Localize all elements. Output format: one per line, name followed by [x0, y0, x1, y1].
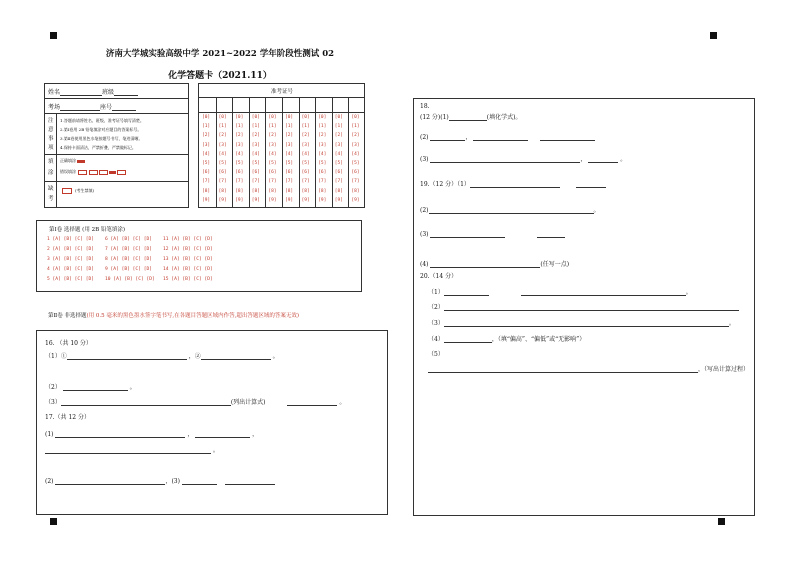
exam-id-divider — [249, 97, 250, 208]
exam-id-bubble[interactable]: [1] — [334, 124, 343, 130]
exam-id-bubble[interactable]: [3] — [334, 142, 343, 148]
exam-id-divider — [265, 97, 266, 208]
exam-id-bubble[interactable]: [0] — [301, 115, 310, 120]
q16-title: 16. （共 10 分） — [45, 340, 92, 347]
choice-item[interactable]: 14 [A] [B] [C] [D] — [163, 267, 213, 272]
exam-id-bubble[interactable]: [4] — [351, 151, 360, 157]
exam-id-bubble[interactable]: [4] — [285, 151, 294, 157]
answer-area-18-20[interactable]: 18. (12 分)(1) (填化学式)。 (2) ， (3) ， 。 19.（12 分）（1） (2) 。 (3) (4) (任写一点) 20.（14 分） （1） 。 （2） （3） 。 （4） ，（填“偏高”、“偏低”或“无影响”） （5） ，（写出计算过程） — [413, 98, 755, 516]
exam-id-bubble[interactable]: [0] — [268, 115, 277, 120]
exam-id-bubble[interactable]: [9] — [318, 197, 327, 203]
exam-id-bubble[interactable]: [6] — [318, 170, 327, 176]
exam-id-bubble[interactable]: [8] — [268, 188, 277, 194]
exam-id-bubble[interactable]: [6] — [268, 170, 277, 176]
exam-id-bubble[interactable]: [2] — [251, 133, 260, 139]
wrong-fill-example: 错误填涂 — [60, 169, 126, 175]
exam-id-bubble[interactable]: [9] — [251, 197, 260, 203]
exam-id-bubble[interactable]: [3] — [202, 142, 211, 148]
exam-id-bubble[interactable]: [5] — [301, 161, 310, 166]
exam-id-bubble[interactable]: [9] — [301, 197, 310, 203]
q20-5-label: （5） — [428, 351, 444, 358]
exam-id-divider — [232, 97, 233, 208]
exam-id-bubble[interactable]: [7] — [218, 179, 227, 185]
exam-id-bubble[interactable]: [0] — [251, 115, 260, 120]
q17-title: 17.（共 12 分） — [45, 414, 90, 421]
exam-id-bubble[interactable]: [5] — [235, 161, 244, 166]
exam-id-divider — [299, 97, 300, 208]
exam-id-bubble[interactable]: [7] — [235, 179, 244, 185]
name-label: 姓名 — [48, 89, 61, 96]
exam-id-bubble[interactable]: [5] — [251, 161, 260, 166]
exam-id-bubble[interactable]: [3] — [351, 142, 360, 148]
exam-id-bubble[interactable]: [3] — [301, 142, 310, 148]
exam-id-grid — [198, 83, 365, 208]
exam-id-bubble[interactable]: [0] — [285, 115, 294, 120]
exam-id-bubble[interactable]: [8] — [301, 188, 310, 194]
exam-id-bubble[interactable]: [5] — [202, 161, 211, 166]
choice-item[interactable]: 1 [A] [B] [C] [D] — [47, 237, 95, 242]
choice-item[interactable]: 6 [A] [B] [C] [D] — [105, 237, 153, 242]
section2-notice: (用 0.5 毫米的黑色墨水签字笔书写,在各题目答题区域内作答,超出答题区域的答案无效) — [86, 313, 300, 319]
notice-list: 1.答题前请将姓名、班级、准考证号填写清楚。 2.第Ⅰ卷用 2B 铅笔填涂对应题目的答案标号。 3.第Ⅱ卷使用黑色水笔按题号书写，笔迹清晰。 4.保持卡面清洁，严禁折叠，严禁做标记。 — [60, 118, 144, 150]
exam-id-bubble[interactable]: [0] — [235, 115, 244, 120]
choice-section — [36, 220, 362, 292]
q18-title: 18. — [420, 103, 430, 110]
exam-id-bubble[interactable]: [4] — [301, 151, 310, 157]
exam-id-bubble[interactable]: [6] — [251, 170, 260, 176]
exam-id-bubble[interactable]: [1] — [202, 124, 211, 130]
choice-item[interactable]: 4 [A] [B] [C] [D] — [47, 267, 95, 272]
exam-id-divider — [216, 97, 217, 208]
exam-id-bubble[interactable]: [6] — [334, 170, 343, 176]
exam-id-divider — [332, 97, 333, 208]
choice-item[interactable]: 7 [A] [B] [C] [D] — [105, 247, 153, 252]
exam-id-bubble[interactable]: [2] — [318, 133, 327, 139]
choice-item[interactable]: 13 [A] [B] [C] [D] — [163, 257, 213, 262]
room-label: 考场 — [48, 104, 61, 111]
exam-id-divider — [315, 97, 316, 208]
exam-id-bubble[interactable]: [0] — [218, 115, 227, 120]
class-label: 班级 — [102, 89, 115, 96]
notice-label: 注 意 事 项 — [48, 118, 54, 151]
exam-id-bubble[interactable]: [3] — [251, 142, 260, 148]
exam-id-bubble[interactable]: [2] — [218, 133, 227, 139]
corner-marker — [50, 32, 57, 39]
exam-id-bubble[interactable]: [7] — [301, 179, 310, 185]
exam-id-bubble[interactable]: [7] — [351, 179, 360, 185]
exam-id-bubble[interactable]: [8] — [318, 188, 327, 194]
exam-id-bubble[interactable]: [6] — [301, 170, 310, 176]
choice-item[interactable]: 10 [A] [B] [C] [D] — [105, 277, 155, 282]
exam-id-bubble[interactable]: [6] — [235, 170, 244, 176]
exam-id-bubble[interactable]: [7] — [251, 179, 260, 185]
corner-marker — [710, 32, 717, 39]
exam-id-bubble[interactable]: [0] — [334, 115, 343, 120]
exam-id-bubble[interactable]: [9] — [218, 197, 227, 203]
exam-id-bubble[interactable]: [2] — [351, 133, 360, 139]
exam-id-bubble[interactable]: [8] — [251, 188, 260, 194]
exam-id-bubble[interactable]: [1] — [301, 124, 310, 130]
exam-id-bubble[interactable]: [4] — [268, 151, 277, 157]
exam-id-bubble[interactable]: [7] — [202, 179, 211, 185]
absent-note: (考生禁填) — [75, 188, 95, 193]
exam-id-bubble[interactable]: [9] — [334, 197, 343, 203]
exam-id-bubble[interactable]: [5] — [218, 161, 227, 166]
page-subtitle: 化学答题卡（2021.11） — [168, 71, 272, 81]
exam-id-bubble[interactable]: [4] — [218, 151, 227, 157]
exam-id-bubble[interactable]: [5] — [351, 161, 360, 166]
choice-item[interactable]: 9 [A] [B] [C] [D] — [105, 267, 153, 272]
exam-id-bubble[interactable]: [6] — [285, 170, 294, 176]
exam-id-bubble[interactable]: [3] — [235, 142, 244, 148]
exam-id-bubble[interactable]: [4] — [235, 151, 244, 157]
exam-id-bubble[interactable]: [2] — [268, 133, 277, 139]
exam-id-bubble[interactable]: [8] — [218, 188, 227, 194]
exam-id-bubble[interactable]: [5] — [285, 161, 294, 166]
exam-id-bubble[interactable]: [0] — [202, 115, 211, 120]
exam-id-bubble[interactable]: [1] — [218, 124, 227, 130]
exam-id-bubble[interactable]: [3] — [268, 142, 277, 148]
exam-id-bubble[interactable]: [7] — [334, 179, 343, 185]
q20-title: 20.（14 分） — [420, 273, 458, 280]
choice-item[interactable]: 8 [A] [B] [C] [D] — [105, 257, 153, 262]
exam-id-bubble[interactable]: [5] — [268, 161, 277, 166]
exam-id-bubble[interactable]: [7] — [285, 179, 294, 185]
exam-id-title: 准考证号 — [270, 89, 293, 95]
seat-label: 座号 — [100, 104, 113, 111]
choice-item[interactable]: 5 [A] [B] [C] [D] — [47, 277, 95, 282]
corner-marker — [50, 518, 57, 525]
exam-id-bubble[interactable]: [1] — [318, 124, 327, 130]
exam-id-bubble[interactable]: [3] — [218, 142, 227, 148]
exam-id-bubble[interactable]: [0] — [318, 115, 327, 120]
exam-id-bubble[interactable]: [2] — [334, 133, 343, 139]
corner-marker — [718, 518, 725, 525]
choice-item[interactable]: 15 [A] [B] [C] [D] — [163, 277, 213, 282]
exam-id-bubble[interactable]: [1] — [235, 124, 244, 130]
exam-id-bubble[interactable]: [2] — [202, 133, 211, 139]
exam-id-bubble[interactable]: [8] — [351, 188, 360, 194]
exam-id-divider — [282, 97, 283, 208]
exam-id-bubble[interactable]: [5] — [334, 161, 343, 166]
section2-label: 第Ⅱ卷 非选择题 — [48, 313, 87, 319]
choice-item[interactable]: 12 [A] [B] [C] [D] — [163, 247, 213, 252]
exam-id-bubble[interactable]: [7] — [268, 179, 277, 185]
exam-id-bubble[interactable]: [6] — [218, 170, 227, 176]
exam-id-bubble[interactable]: [1] — [351, 124, 360, 130]
exam-id-bubble[interactable]: [4] — [251, 151, 260, 157]
page-title: 济南大学城实验高级中学 2021~2022 学年阶段性测试 02 — [105, 49, 335, 59]
student-info-box — [44, 83, 189, 208]
exam-id-bubble[interactable]: [4] — [334, 151, 343, 157]
exam-id-bubble[interactable]: [8] — [235, 188, 244, 194]
fill-label: 填 涂 — [48, 159, 54, 176]
exam-id-bubble[interactable]: [9] — [202, 197, 211, 203]
exam-id-bubble[interactable]: [8] — [202, 188, 211, 194]
choice-item[interactable]: 11 [A] [B] [C] [D] — [163, 237, 213, 242]
exam-id-bubble[interactable]: [2] — [235, 133, 244, 139]
correct-fill-example: 正确填涂 — [60, 158, 85, 164]
exam-id-bubble[interactable]: [1] — [251, 124, 260, 130]
exam-id-bubble[interactable]: [6] — [202, 170, 211, 176]
exam-id-bubble[interactable]: [9] — [268, 197, 277, 203]
exam-id-bubble[interactable]: [0] — [351, 115, 360, 120]
exam-id-divider — [348, 97, 349, 208]
exam-id-bubble[interactable]: [1] — [268, 124, 277, 130]
exam-id-bubble[interactable]: [9] — [285, 197, 294, 203]
exam-id-bubble[interactable]: [2] — [301, 133, 310, 139]
exam-id-bubble[interactable]: [8] — [334, 188, 343, 194]
absent-checkbox[interactable] — [62, 188, 72, 194]
answer-area-16-17[interactable]: 16. （共 10 分） （1）① ，② 。 （2） 。 （3） (列出计算式) 。 17.（共 12 分） (1) ， ， 。 (2) ，(3) — [36, 330, 388, 515]
choice-item[interactable]: 2 [A] [B] [C] [D] — [47, 247, 95, 252]
choice-item[interactable]: 3 [A] [B] [C] [D] — [47, 257, 95, 262]
exam-id-bubble[interactable]: [5] — [318, 161, 327, 166]
exam-id-bubble[interactable]: [4] — [318, 151, 327, 157]
exam-id-bubble[interactable]: [3] — [285, 142, 294, 148]
exam-id-bubble[interactable]: [9] — [235, 197, 244, 203]
exam-id-bubble[interactable]: [7] — [318, 179, 327, 185]
exam-id-bubble[interactable]: [9] — [351, 197, 360, 203]
absent-label: 缺 考 — [48, 186, 54, 202]
choice-title: 第Ⅰ卷 选择题 (用 2B 铅笔填涂) — [49, 227, 125, 233]
exam-id-bubble[interactable]: [6] — [351, 170, 360, 176]
exam-id-bubble[interactable]: [4] — [202, 151, 211, 157]
exam-id-bubble[interactable]: [1] — [285, 124, 294, 130]
exam-id-bubble[interactable]: [2] — [285, 133, 294, 139]
exam-id-bubble[interactable]: [3] — [318, 142, 327, 148]
exam-id-bubble[interactable]: [8] — [285, 188, 294, 194]
